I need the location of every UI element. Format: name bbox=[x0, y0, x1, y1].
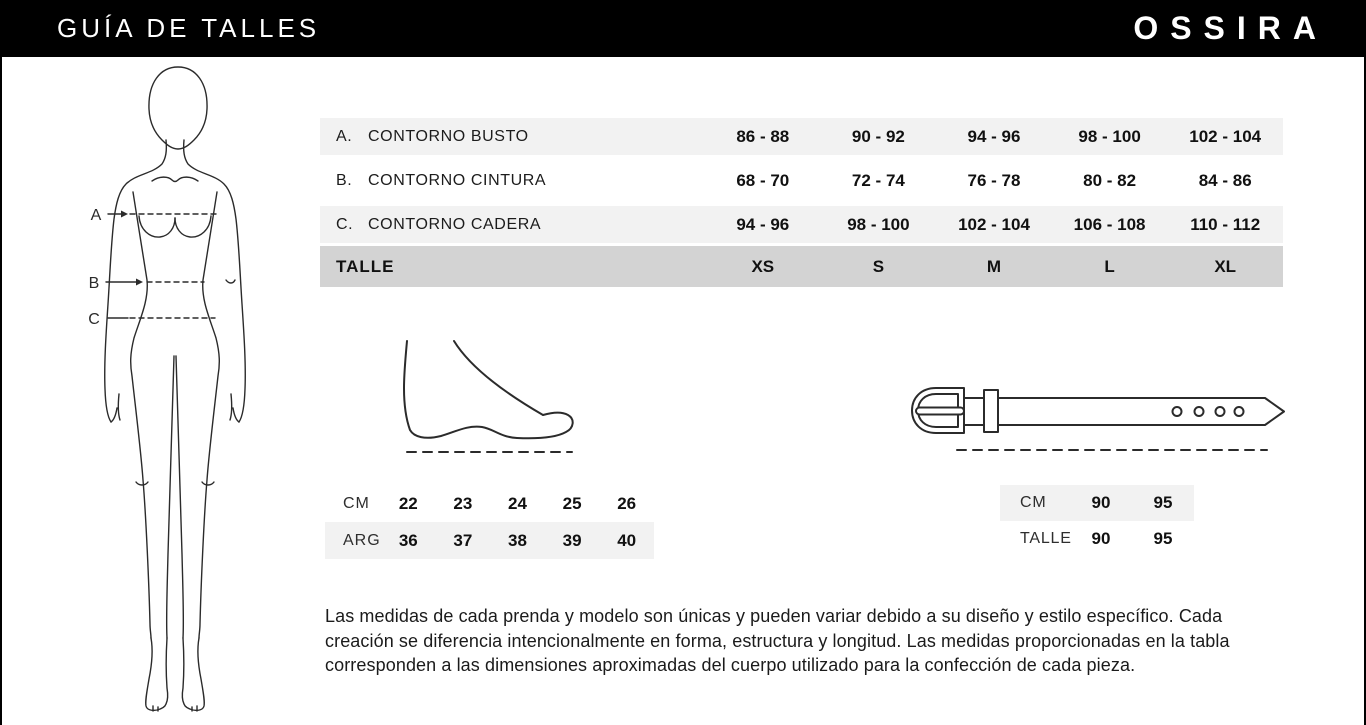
arrowhead-b-icon bbox=[136, 279, 143, 286]
belt-cell: 95 bbox=[1153, 493, 1173, 512]
table-cell: 68 - 70 bbox=[736, 170, 790, 190]
arrowhead-a-icon bbox=[121, 211, 128, 218]
table-cell: 106 - 108 bbox=[1073, 214, 1146, 234]
row-label-text: CONTORNO BUSTO bbox=[368, 127, 529, 145]
belt-cell: 90 bbox=[1091, 493, 1111, 512]
figure-label-a: A bbox=[90, 207, 102, 224]
shoe-size-table bbox=[325, 485, 654, 559]
shoe-cell: 37 bbox=[453, 530, 473, 550]
shoe-cell: 25 bbox=[562, 493, 582, 513]
belt-svg bbox=[902, 378, 1292, 458]
disclaimer-text: Las medidas de cada prenda y modelo son únicas y pueden variar debido a su diseño y estilo específico. Cada creación se diferencia intencionalmente en forma, estructura y longitud. Las medidas proporcionadas en la tabla corresponden a las dimensiones aproximadas del cuerpo utilizado para la confección de cada pieza. bbox=[325, 606, 1230, 675]
belt-cell: 95 bbox=[1153, 529, 1173, 548]
table-cell: 80 - 82 bbox=[1083, 170, 1137, 190]
row-label-text: CONTORNO CINTURA bbox=[368, 171, 547, 189]
row-label-text: CONTORNO CADERA bbox=[368, 215, 542, 233]
foot-svg bbox=[397, 333, 582, 458]
table-cell: 110 - 112 bbox=[1190, 214, 1261, 234]
table-cell: 102 - 104 bbox=[958, 214, 1030, 234]
row-letter: B. bbox=[336, 171, 353, 189]
shoe-cell: 26 bbox=[617, 493, 637, 513]
belt-row-label: CM bbox=[1020, 494, 1047, 511]
shoe-cell: 24 bbox=[508, 493, 527, 513]
belt-illustration bbox=[902, 378, 1292, 458]
row-letter: C. bbox=[336, 215, 354, 233]
shoe-row-cm bbox=[325, 485, 654, 522]
belt-size-table bbox=[1000, 485, 1194, 557]
size-cell: M bbox=[986, 256, 1002, 276]
row-label bbox=[320, 216, 705, 234]
shoe-cell: 22 bbox=[398, 493, 418, 513]
belt-row-label: TALLE bbox=[1020, 530, 1072, 547]
size-cell: XL bbox=[1214, 256, 1237, 276]
shoe-cell: 39 bbox=[562, 530, 582, 550]
table-cell: 94 - 96 bbox=[967, 126, 1021, 146]
row-label bbox=[320, 172, 705, 190]
table-row-cadera bbox=[320, 206, 1283, 243]
table-cell: 98 - 100 bbox=[1078, 126, 1141, 146]
shoe-row-label: ARG bbox=[343, 531, 381, 549]
belt-cell: 90 bbox=[1091, 529, 1111, 548]
table-cell: 76 - 78 bbox=[967, 170, 1021, 190]
table-cell: 84 - 86 bbox=[1198, 170, 1252, 190]
table-row-cintura bbox=[320, 162, 1283, 199]
row-label bbox=[320, 128, 705, 146]
shoe-row-arg bbox=[325, 522, 654, 559]
shoe-row-label: CM bbox=[343, 494, 370, 512]
shoe-cell: 38 bbox=[508, 530, 527, 550]
belt-keeper bbox=[984, 390, 998, 432]
page-title: GUÍA DE TALLES bbox=[57, 13, 321, 43]
table-cell: 72 - 74 bbox=[851, 170, 905, 190]
table-cell: 98 - 100 bbox=[847, 214, 910, 234]
figure-label-c: C bbox=[88, 311, 100, 328]
page-header bbox=[2, 0, 1364, 57]
brand-logo[interactable]: OSSIRA bbox=[1133, 10, 1328, 46]
figure-head bbox=[149, 67, 207, 149]
table-cell: 102 - 104 bbox=[1189, 126, 1262, 146]
belt-row-cm bbox=[1000, 485, 1194, 521]
shoe-cell: 40 bbox=[617, 530, 637, 550]
body-figure-svg bbox=[62, 64, 302, 724]
measurement-table bbox=[320, 118, 1283, 287]
belt-row-talle bbox=[1000, 521, 1194, 557]
shoe-cell: 36 bbox=[398, 530, 418, 550]
size-cell: XS bbox=[751, 256, 775, 276]
table-cell: 86 - 88 bbox=[736, 126, 790, 146]
size-cell: S bbox=[872, 256, 885, 276]
size-cell: L bbox=[1104, 256, 1115, 276]
table-row-talle bbox=[320, 246, 1283, 287]
foot-illustration bbox=[397, 333, 582, 458]
table-cell: 90 - 92 bbox=[851, 126, 905, 146]
table-row-busto bbox=[320, 118, 1283, 155]
shoe-cell: 23 bbox=[453, 493, 473, 513]
table-cell: 94 - 96 bbox=[736, 214, 790, 234]
row-letter: A. bbox=[336, 127, 353, 145]
body-figure-illustration bbox=[62, 64, 302, 724]
figure-label-b: B bbox=[88, 275, 100, 292]
size-row-label: TALLE bbox=[336, 256, 395, 276]
